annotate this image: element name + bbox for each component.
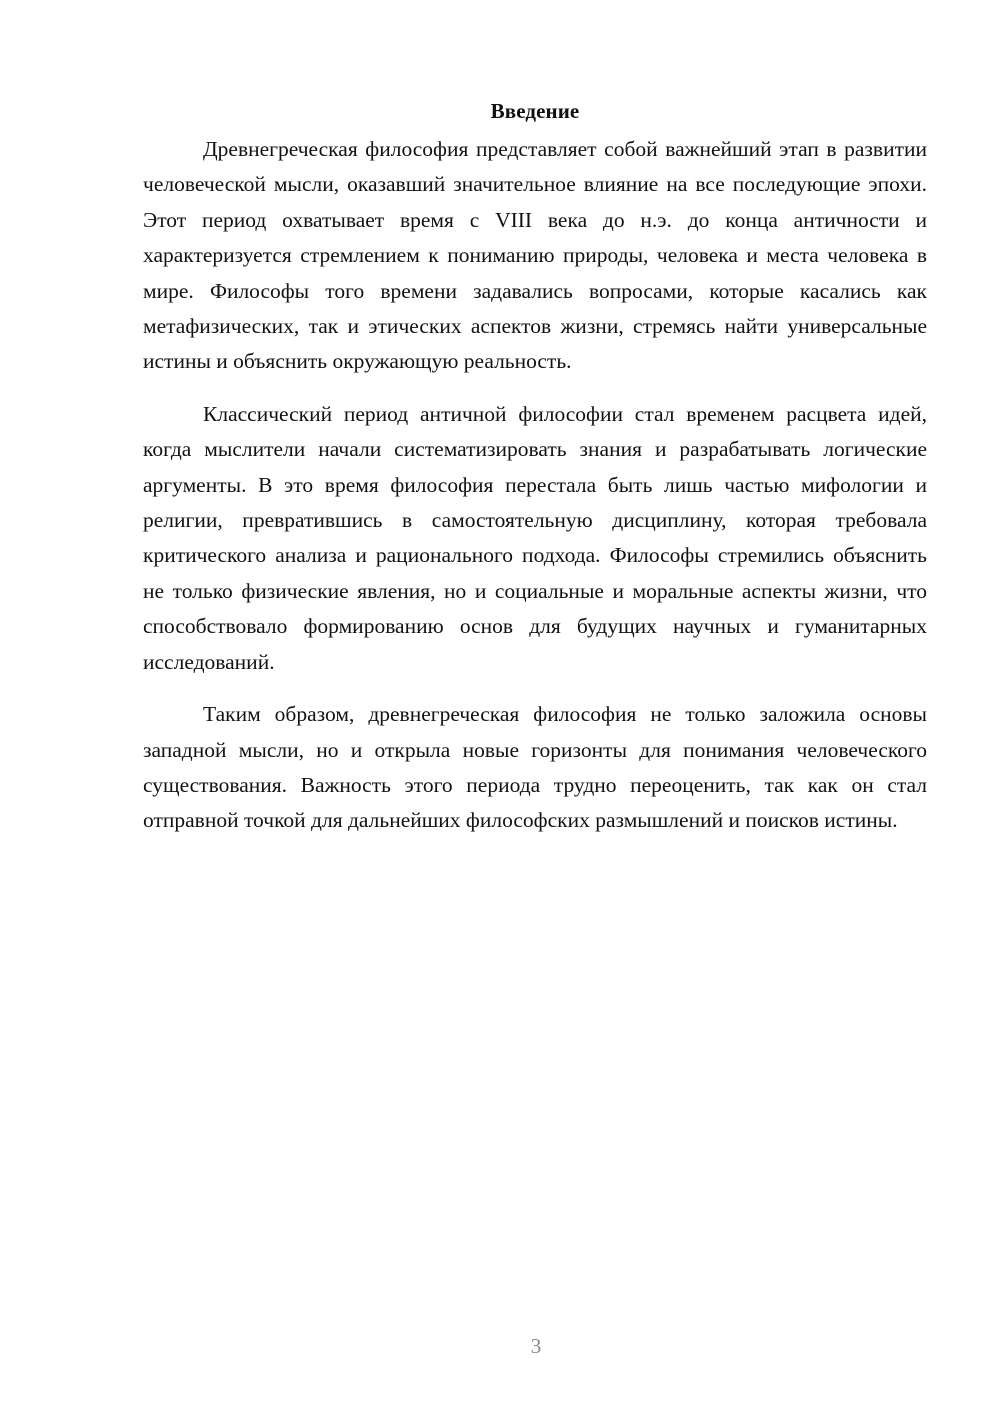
page-content	[143, 93, 927, 856]
section-heading: Введение	[490, 99, 580, 123]
paragraph-1: Древнегреческая философия представляет собой важнейший этап в развитии человеческой мысли, оказавший значительное влияние на все последующие эпохи. Этот период охватывает время с VIII века до н.э. до конца античности и характеризуется стремлением к пониманию природы, человека и места человека в мире. Философы того времени задавались вопросами, которые касались как метафизических, так и этических аспектов жизни, стремясь найти универсальные истины и объяснить окружающую реальность.	[143, 137, 927, 374]
page-number: 3	[530, 1334, 542, 1358]
paragraph-2: Классический период античной философии стал временем расцвета идей, когда мыслители начали систематизировать знания и разрабатывать логические аргументы. В это время философия перестала быть лишь частью мифологии и религии, превратившись в самостоятельную дисциплину, которая требовала критического анализа и рационального подхода. Философы стремились объяснить не только физические явления, но и социальные и моральные аспекты жизни, что способствовало формированию основ для будущих научных и гуманитарных исследований.	[143, 401, 927, 674]
paragraph-3: Таким образом, древнегреческая философия не только заложила основы западной мысли, но и открыла новые горизонты для понимания человеческого существования. Важность этого периода трудно переоценить, так как он стал отправной точкой для дальнейших философских размышлений и поисков истины.	[143, 702, 927, 833]
